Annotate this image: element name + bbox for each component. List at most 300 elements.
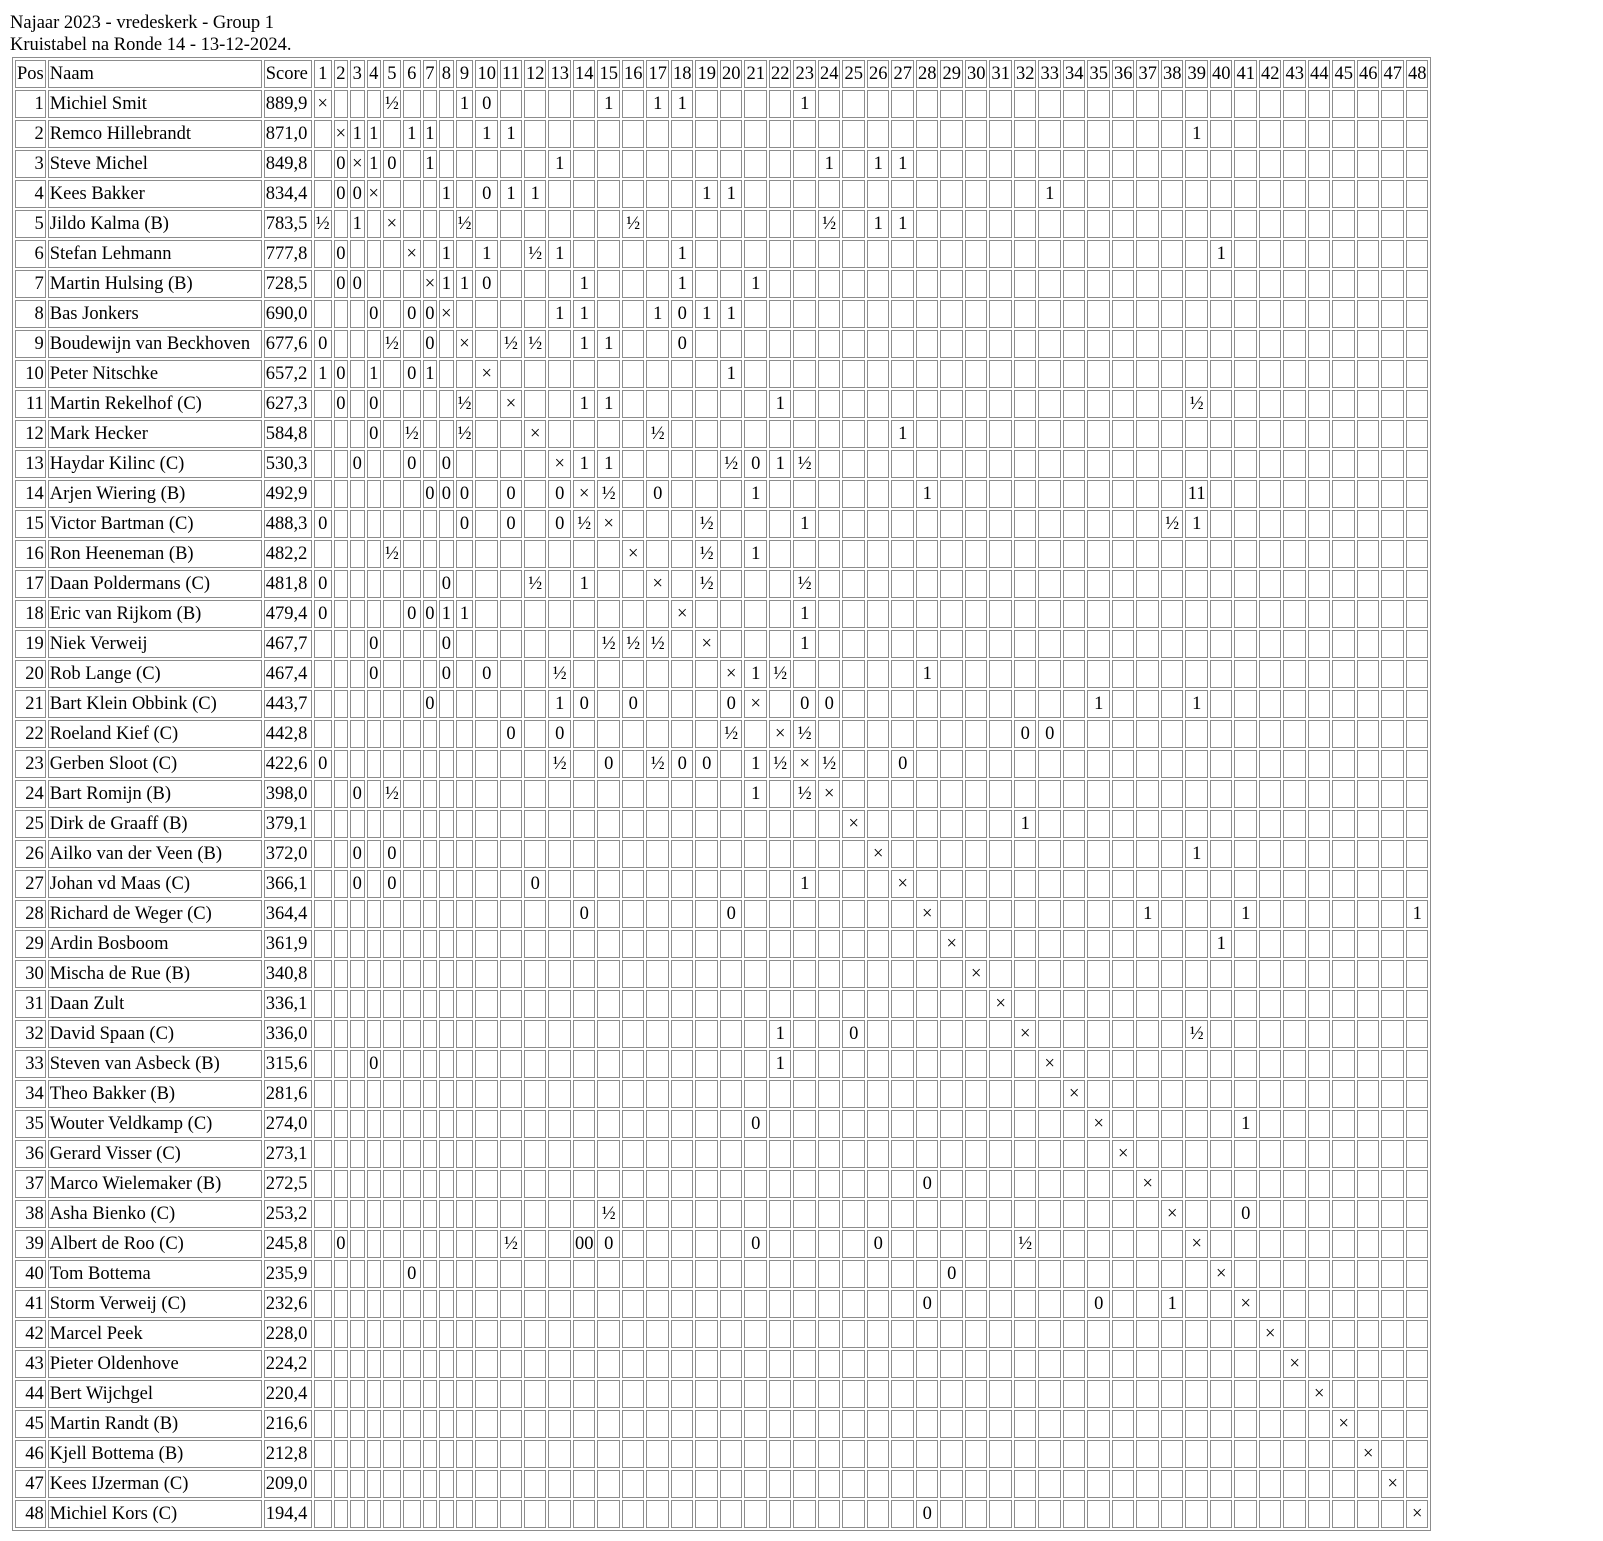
- result-cell: [350, 1080, 364, 1108]
- result-cell: [1136, 150, 1159, 178]
- result-cell: [403, 1380, 421, 1408]
- result-cell: [1332, 810, 1355, 838]
- result-cell: [573, 870, 596, 898]
- result-cell: [1014, 1440, 1037, 1468]
- result-cell: [769, 690, 792, 718]
- result-cell: [1210, 450, 1233, 478]
- result-cell: ×: [1210, 1260, 1233, 1288]
- result-cell: [475, 450, 498, 478]
- result-cell: ×: [1406, 1500, 1429, 1528]
- table-row: [15, 720, 1428, 748]
- result-cell: ½: [524, 570, 547, 598]
- row-pos: 38: [15, 1200, 46, 1228]
- result-cell: [573, 1440, 596, 1468]
- result-cell: [965, 480, 988, 508]
- result-cell: [1332, 840, 1355, 868]
- result-cell: [695, 1500, 718, 1528]
- result-cell: [423, 630, 437, 658]
- result-cell: [916, 180, 939, 208]
- result-cell: [1087, 1410, 1110, 1438]
- result-cell: ½: [695, 570, 718, 598]
- result-cell: [456, 1350, 474, 1378]
- result-cell: [842, 1470, 865, 1498]
- result-cell: [1185, 1110, 1208, 1138]
- result-cell: [1259, 240, 1282, 268]
- result-cell: [1406, 540, 1429, 568]
- result-cell: [1185, 1260, 1208, 1288]
- result-cell: [1014, 210, 1037, 238]
- result-cell: [793, 1350, 816, 1378]
- result-cell: [916, 240, 939, 268]
- result-cell: [867, 360, 890, 388]
- result-cell: [524, 360, 547, 388]
- result-cell: [1406, 630, 1429, 658]
- result-cell: 0: [423, 600, 437, 628]
- result-cell: ×: [646, 570, 669, 598]
- result-cell: 0: [314, 750, 332, 778]
- result-cell: [891, 1260, 914, 1288]
- result-cell: [1259, 1470, 1282, 1498]
- result-cell: [1234, 660, 1257, 688]
- result-cell: [940, 270, 963, 298]
- row-pos: 31: [15, 990, 46, 1018]
- result-cell: [793, 180, 816, 208]
- result-cell: [1087, 660, 1110, 688]
- header-col-26: 26: [867, 60, 890, 88]
- result-cell: [383, 1470, 401, 1498]
- player-score: 657,2: [264, 360, 312, 388]
- result-cell: [524, 270, 547, 298]
- result-cell: [940, 210, 963, 238]
- player-score: 627,3: [264, 390, 312, 418]
- result-cell: [1308, 750, 1331, 778]
- result-cell: [891, 510, 914, 538]
- result-cell: [842, 150, 865, 178]
- result-cell: [1357, 660, 1380, 688]
- result-cell: [793, 1380, 816, 1408]
- header-col-1: 1: [314, 60, 332, 88]
- result-cell: [695, 1170, 718, 1198]
- result-cell: [622, 1290, 645, 1318]
- result-cell: ½: [383, 330, 401, 358]
- result-cell: ×: [500, 390, 522, 418]
- result-cell: [671, 570, 694, 598]
- result-cell: [867, 1170, 890, 1198]
- result-cell: [423, 1140, 437, 1168]
- result-cell: 0: [314, 510, 332, 538]
- result-cell: [867, 1290, 890, 1318]
- result-cell: [573, 1290, 596, 1318]
- header-col-38: 38: [1161, 60, 1184, 88]
- result-cell: [1014, 1260, 1037, 1288]
- result-cell: [403, 1020, 421, 1048]
- result-cell: [1332, 1260, 1355, 1288]
- result-cell: [314, 660, 332, 688]
- result-cell: [548, 420, 571, 448]
- result-cell: 0: [597, 1230, 620, 1258]
- result-cell: [350, 1380, 364, 1408]
- result-cell: [314, 1380, 332, 1408]
- result-cell: [548, 180, 571, 208]
- result-cell: [793, 1290, 816, 1318]
- result-cell: [965, 900, 988, 928]
- result-cell: [1283, 150, 1306, 178]
- result-cell: [818, 1140, 841, 1168]
- result-cell: ½: [793, 720, 816, 748]
- player-name: Michiel Smit: [48, 90, 262, 118]
- result-cell: [548, 1230, 571, 1258]
- result-cell: [1161, 240, 1184, 268]
- result-cell: [646, 330, 669, 358]
- result-cell: 0: [940, 1260, 963, 1288]
- result-cell: 0: [423, 330, 437, 358]
- result-cell: [989, 840, 1012, 868]
- result-cell: [720, 1200, 743, 1228]
- result-cell: [891, 180, 914, 208]
- result-cell: [1063, 120, 1086, 148]
- result-cell: [1063, 1440, 1086, 1468]
- result-cell: [1308, 780, 1331, 808]
- result-cell: [1087, 630, 1110, 658]
- result-cell: [383, 990, 401, 1018]
- result-cell: [646, 660, 669, 688]
- result-cell: 0: [500, 480, 522, 508]
- result-cell: [423, 210, 437, 238]
- result-cell: [818, 540, 841, 568]
- result-cell: [1087, 510, 1110, 538]
- result-cell: 1: [769, 1020, 792, 1048]
- result-cell: 0: [597, 750, 620, 778]
- row-pos: 36: [15, 1140, 46, 1168]
- result-cell: [940, 540, 963, 568]
- result-cell: [548, 1500, 571, 1528]
- result-cell: [622, 660, 645, 688]
- result-cell: ½: [524, 240, 547, 268]
- result-cell: [573, 720, 596, 748]
- result-cell: ½: [597, 630, 620, 658]
- result-cell: [940, 480, 963, 508]
- result-cell: [965, 1410, 988, 1438]
- result-cell: 1: [403, 120, 421, 148]
- result-cell: [622, 1110, 645, 1138]
- result-cell: [1332, 300, 1355, 328]
- table-row: [15, 900, 1428, 928]
- row-pos: 29: [15, 930, 46, 958]
- result-cell: [1038, 1080, 1061, 1108]
- result-cell: [524, 1170, 547, 1198]
- result-cell: [1136, 1260, 1159, 1288]
- result-cell: [524, 390, 547, 418]
- result-cell: [500, 1290, 522, 1318]
- result-cell: [965, 1290, 988, 1318]
- result-cell: [475, 840, 498, 868]
- result-cell: [1185, 1380, 1208, 1408]
- result-cell: [334, 1440, 348, 1468]
- result-cell: [334, 1470, 348, 1498]
- result-cell: [334, 810, 348, 838]
- result-cell: 0: [334, 180, 348, 208]
- result-cell: [1087, 1020, 1110, 1048]
- result-cell: [1332, 660, 1355, 688]
- result-cell: [891, 480, 914, 508]
- result-cell: [793, 660, 816, 688]
- result-cell: [891, 360, 914, 388]
- result-cell: [940, 1110, 963, 1138]
- result-cell: [367, 600, 381, 628]
- result-cell: [965, 1110, 988, 1138]
- result-cell: 1: [769, 390, 792, 418]
- result-cell: [818, 90, 841, 118]
- result-cell: [334, 1200, 348, 1228]
- result-cell: [1381, 570, 1404, 598]
- result-cell: [818, 120, 841, 148]
- result-cell: [439, 810, 453, 838]
- result-cell: [695, 960, 718, 988]
- result-cell: [1136, 210, 1159, 238]
- result-cell: [1283, 240, 1306, 268]
- result-cell: [334, 690, 348, 718]
- result-cell: [456, 870, 474, 898]
- result-cell: [989, 330, 1012, 358]
- result-cell: [965, 810, 988, 838]
- result-cell: [548, 1140, 571, 1168]
- result-cell: [403, 390, 421, 418]
- result-cell: [1087, 1260, 1110, 1288]
- result-cell: [1136, 1080, 1159, 1108]
- row-pos: 7: [15, 270, 46, 298]
- result-cell: 1: [573, 270, 596, 298]
- header-col-20: 20: [720, 60, 743, 88]
- result-cell: [1283, 1050, 1306, 1078]
- result-cell: [1014, 1200, 1037, 1228]
- result-cell: [867, 480, 890, 508]
- result-cell: [524, 1320, 547, 1348]
- result-cell: [867, 720, 890, 748]
- result-cell: [965, 450, 988, 478]
- result-cell: [1185, 720, 1208, 748]
- result-cell: [314, 240, 332, 268]
- result-cell: [1308, 990, 1331, 1018]
- row-pos: 48: [15, 1500, 46, 1528]
- result-cell: [1112, 1380, 1135, 1408]
- result-cell: ×: [456, 330, 474, 358]
- result-cell: [720, 1170, 743, 1198]
- result-cell: [314, 690, 332, 718]
- result-cell: [1332, 1290, 1355, 1318]
- result-cell: [1210, 630, 1233, 658]
- result-cell: [1136, 1320, 1159, 1348]
- result-cell: [367, 1110, 381, 1138]
- result-cell: ½: [383, 90, 401, 118]
- result-cell: [891, 390, 914, 418]
- result-cell: [367, 690, 381, 718]
- result-cell: [744, 930, 767, 958]
- result-cell: [867, 510, 890, 538]
- result-cell: [1332, 1170, 1355, 1198]
- result-cell: [695, 1050, 718, 1078]
- result-cell: [695, 990, 718, 1018]
- result-cell: [1136, 510, 1159, 538]
- result-cell: [1381, 270, 1404, 298]
- result-cell: [1259, 1200, 1282, 1228]
- result-cell: [1161, 1440, 1184, 1468]
- result-cell: [475, 600, 498, 628]
- result-cell: [367, 1380, 381, 1408]
- result-cell: [367, 270, 381, 298]
- result-cell: [1112, 1110, 1135, 1138]
- result-cell: [769, 1110, 792, 1138]
- result-cell: [867, 1470, 890, 1498]
- result-cell: [965, 930, 988, 958]
- result-cell: [573, 1380, 596, 1408]
- result-cell: [1014, 1320, 1037, 1348]
- player-score: 443,7: [264, 690, 312, 718]
- result-cell: [403, 900, 421, 928]
- result-cell: [1038, 1170, 1061, 1198]
- result-cell: [548, 1440, 571, 1468]
- header-col-14: 14: [573, 60, 596, 88]
- result-cell: [842, 1260, 865, 1288]
- result-cell: [1136, 1410, 1159, 1438]
- result-cell: [769, 90, 792, 118]
- result-cell: [1406, 1230, 1429, 1258]
- result-cell: ×: [769, 720, 792, 748]
- result-cell: [500, 1020, 522, 1048]
- result-cell: 1: [367, 360, 381, 388]
- result-cell: [475, 1200, 498, 1228]
- result-cell: [891, 1320, 914, 1348]
- result-cell: [1308, 480, 1331, 508]
- result-cell: [1234, 990, 1257, 1018]
- result-cell: [818, 330, 841, 358]
- result-cell: [744, 630, 767, 658]
- result-cell: [646, 1230, 669, 1258]
- result-cell: [793, 900, 816, 928]
- result-cell: [891, 810, 914, 838]
- result-cell: [867, 1050, 890, 1078]
- result-cell: [1112, 1350, 1135, 1378]
- result-cell: [475, 1350, 498, 1378]
- result-cell: [1112, 810, 1135, 838]
- result-cell: [500, 1350, 522, 1378]
- result-cell: [1161, 1380, 1184, 1408]
- result-cell: [1210, 900, 1233, 928]
- result-cell: [1357, 1410, 1380, 1438]
- result-cell: [1063, 960, 1086, 988]
- result-cell: [350, 570, 364, 598]
- table-row: [15, 1140, 1428, 1168]
- player-name: Michiel Kors (C): [48, 1500, 262, 1528]
- result-cell: [720, 510, 743, 538]
- header-row: [15, 60, 1428, 88]
- result-cell: [646, 150, 669, 178]
- row-pos: 25: [15, 810, 46, 838]
- result-cell: [1014, 360, 1037, 388]
- result-cell: [1014, 1470, 1037, 1498]
- result-cell: [769, 1380, 792, 1408]
- result-cell: [1014, 1410, 1037, 1438]
- result-cell: [916, 1050, 939, 1078]
- result-cell: [989, 1080, 1012, 1108]
- result-cell: [500, 540, 522, 568]
- result-cell: ½: [818, 210, 841, 238]
- result-cell: [720, 120, 743, 148]
- result-cell: [646, 1470, 669, 1498]
- result-cell: [1014, 450, 1037, 478]
- result-cell: [439, 780, 453, 808]
- result-cell: [475, 1080, 498, 1108]
- result-cell: [500, 1470, 522, 1498]
- result-cell: [989, 240, 1012, 268]
- result-cell: [367, 780, 381, 808]
- result-cell: [1357, 210, 1380, 238]
- result-cell: [1406, 240, 1429, 268]
- result-cell: [646, 1020, 669, 1048]
- result-cell: [573, 180, 596, 208]
- result-cell: [769, 1350, 792, 1378]
- result-cell: [646, 540, 669, 568]
- result-cell: [500, 600, 522, 628]
- result-cell: 1: [793, 600, 816, 628]
- result-cell: [456, 1230, 474, 1258]
- result-cell: [439, 1470, 453, 1498]
- result-cell: [1406, 600, 1429, 628]
- result-cell: [916, 960, 939, 988]
- result-cell: [423, 1080, 437, 1108]
- result-cell: [744, 570, 767, 598]
- result-cell: [1063, 1470, 1086, 1498]
- result-cell: [671, 450, 694, 478]
- result-cell: ½: [646, 630, 669, 658]
- result-cell: 0: [334, 270, 348, 298]
- result-cell: [1406, 270, 1429, 298]
- result-cell: [989, 300, 1012, 328]
- result-cell: [548, 870, 571, 898]
- result-cell: ×: [916, 900, 939, 928]
- result-cell: [548, 390, 571, 418]
- result-cell: [891, 270, 914, 298]
- result-cell: [475, 690, 498, 718]
- result-cell: [793, 990, 816, 1018]
- result-cell: [1136, 870, 1159, 898]
- result-cell: [916, 990, 939, 1018]
- result-cell: [403, 1410, 421, 1438]
- result-cell: [456, 1110, 474, 1138]
- result-cell: [383, 1260, 401, 1288]
- result-cell: [1112, 840, 1135, 868]
- result-cell: [1406, 840, 1429, 868]
- player-name: Gerben Sloot (C): [48, 750, 262, 778]
- result-cell: [818, 600, 841, 628]
- result-cell: ×: [1357, 1440, 1380, 1468]
- result-cell: [334, 930, 348, 958]
- result-cell: [1112, 210, 1135, 238]
- result-cell: [1014, 750, 1037, 778]
- result-cell: 1: [867, 150, 890, 178]
- result-cell: [1185, 960, 1208, 988]
- result-cell: [403, 1140, 421, 1168]
- result-cell: [671, 1290, 694, 1318]
- result-cell: [1381, 1080, 1404, 1108]
- result-cell: [314, 780, 332, 808]
- result-cell: 1: [548, 150, 571, 178]
- row-pos: 41: [15, 1290, 46, 1318]
- result-cell: [383, 600, 401, 628]
- result-cell: [720, 1020, 743, 1048]
- result-cell: [456, 1470, 474, 1498]
- result-cell: [1357, 810, 1380, 838]
- result-cell: [1308, 450, 1331, 478]
